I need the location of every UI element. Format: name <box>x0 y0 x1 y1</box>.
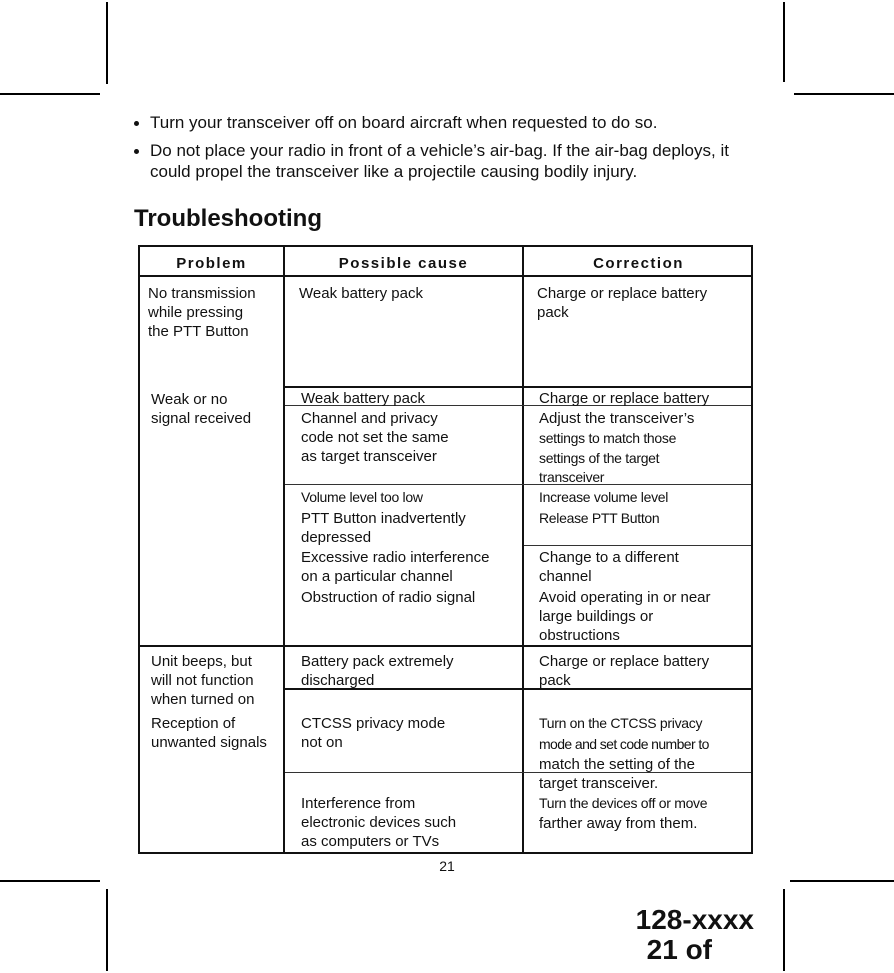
document-code-line: 128-xxxx <box>635 904 754 935</box>
header-correction: Correction <box>593 255 684 272</box>
row-divider-minor <box>524 545 751 546</box>
correction-cell: Avoid operating in or near large buildings or obstructions <box>539 589 711 644</box>
header-possible-cause: Possible cause <box>338 255 469 272</box>
header-divider <box>140 275 751 277</box>
correction-cell: Turn the devices off or move <box>539 795 708 811</box>
problem-cell: Unit beeps, but will not function when turned on <box>151 653 255 708</box>
cause-cell: CTCSS privacy mode not on <box>301 715 446 751</box>
safety-bullet-list <box>134 112 774 189</box>
row-divider <box>285 386 751 388</box>
correction-cell: settings of the target transceiver <box>539 450 660 485</box>
crop-mark <box>106 889 108 971</box>
crop-mark <box>794 93 894 95</box>
correction-cell: Change to a different channel <box>539 549 679 585</box>
cause-cell: Volume level too low <box>301 489 423 505</box>
cause-cell: Weak battery pack <box>299 285 423 302</box>
bullet-icon <box>134 149 139 154</box>
crop-mark <box>783 2 785 82</box>
crop-mark <box>790 880 894 882</box>
row-divider-minor <box>285 484 751 485</box>
correction-cell: Turn on the CTCSS privacy <box>539 715 703 731</box>
header-problem: Problem <box>176 255 247 272</box>
cause-cell: PTT Button inadvertently depressed <box>301 510 466 546</box>
bullet-icon <box>134 121 139 126</box>
correction-cell: Release PTT Button <box>539 510 660 526</box>
row-divider <box>140 645 751 647</box>
correction-cell: Charge or replace battery pack <box>537 285 708 321</box>
crop-mark <box>0 880 100 882</box>
column-divider <box>522 247 524 852</box>
column-divider <box>283 247 285 852</box>
problem-cell: No transmission while pressing the PTT Button <box>148 285 256 340</box>
cause-cell: Interference from electronic devices such as computers or TVs <box>301 795 457 850</box>
crop-mark <box>106 2 108 84</box>
correction-cell: match the setting of the target transceiver. <box>539 756 695 792</box>
correction-cell: Charge or replace battery <box>539 390 710 407</box>
correction-cell: Adjust the transceiver’s <box>539 410 695 427</box>
document-code <box>636 905 754 965</box>
cause-cell: Obstruction of radio signal <box>301 589 476 606</box>
bullet-item: Do not place your radio in front of a vehicle’s air-bag. If the air-bag deploys, it could propel the transceiver like a projectile causing bodily injury. <box>134 140 774 182</box>
correction-cell: Increase volume level <box>539 489 669 505</box>
section-heading: Troubleshooting <box>134 205 322 232</box>
problem-cell: Reception of unwanted signals <box>151 715 267 751</box>
problem-cell: Weak or no signal received <box>151 391 252 427</box>
document-code-line: 21 of <box>646 934 712 965</box>
crop-mark <box>783 889 785 971</box>
correction-cell: settings to match those <box>539 430 677 446</box>
crop-mark <box>0 93 100 95</box>
bullet-item: Turn your transceiver off on board aircraft when requested to do so. <box>134 112 774 133</box>
cause-cell: Battery pack extremely discharged <box>301 653 454 689</box>
cause-cell: Channel and privacy code not set the same as target transceiver <box>301 410 449 465</box>
troubleshooting-table <box>138 245 753 854</box>
cause-cell: Excessive radio interference on a particular channel <box>301 549 490 585</box>
correction-cell: mode and set code number to <box>539 736 709 752</box>
correction-cell: farther away from them. <box>539 815 698 832</box>
correction-cell: Charge or replace battery pack <box>539 653 710 689</box>
page-number: 21 <box>439 858 455 874</box>
cause-cell: Weak battery pack <box>301 390 425 407</box>
